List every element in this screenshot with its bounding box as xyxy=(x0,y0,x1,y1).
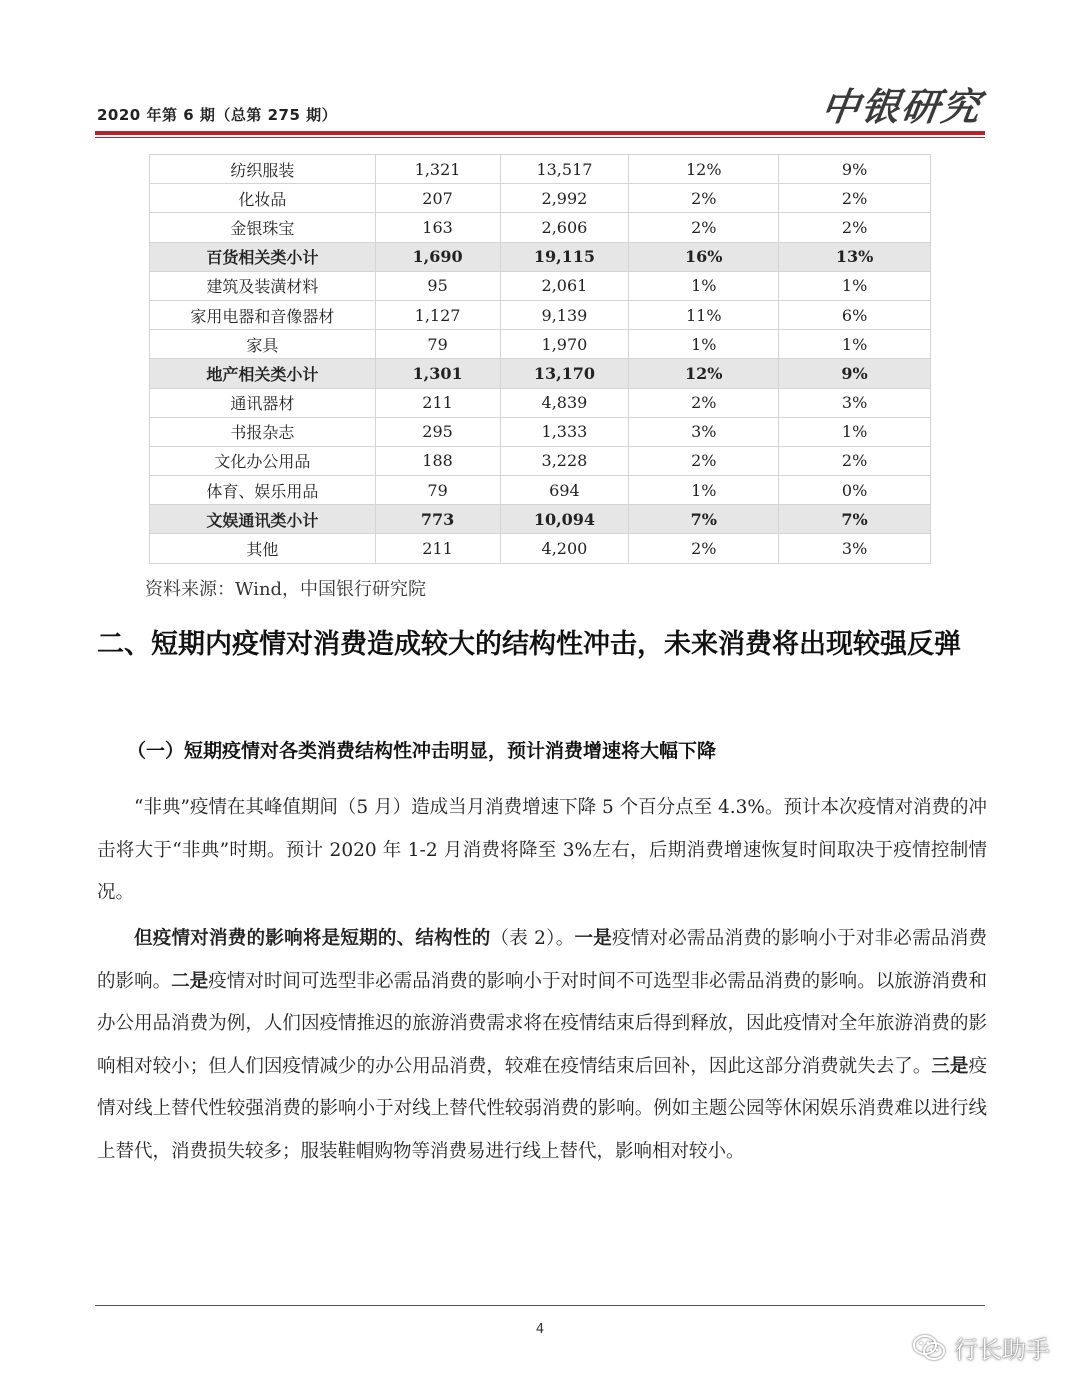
data-table xyxy=(149,154,931,564)
table-subtotal-row xyxy=(150,242,931,271)
brand-logo: 中银研究 xyxy=(818,84,985,129)
table-cell: 2% xyxy=(629,184,779,213)
table-row xyxy=(150,388,931,417)
table-row xyxy=(150,213,931,242)
table-cell: 6% xyxy=(779,300,931,329)
point-2-text: 疫情对时间可选型非必需品消费的影响小于对时间不可选型非必需品消费的影响。以旅游消费和办公用品消费为例，人们因疫情推迟的旅游消费需求将在疫情结束后得到释放，因此疫情对全年旅游消费的影响相对较小；但人们因疫情减少的办公用品消费，较难在疫情结束后回补，因此这部分消费就失去了。 xyxy=(97,970,987,1077)
table-cell: 95 xyxy=(375,271,500,300)
table-row xyxy=(150,534,931,563)
table-cell: 1,970 xyxy=(500,330,629,359)
table-cell: 1% xyxy=(779,417,931,446)
table-cell: 2,992 xyxy=(500,184,629,213)
issue-label: 2020 年第 6 期（总第 275 期） xyxy=(97,106,338,124)
table-subtotal-row xyxy=(150,505,931,534)
table-cell: 13,170 xyxy=(500,359,629,388)
table-cell: 2,061 xyxy=(500,271,629,300)
table-cell: 文化办公用品 xyxy=(150,446,376,475)
watermark xyxy=(912,1330,1050,1365)
table-cell: 3% xyxy=(779,534,931,563)
table-cell: 3,228 xyxy=(500,446,629,475)
wechat-icon xyxy=(912,1333,946,1363)
table-row xyxy=(150,446,931,475)
table-cell: 12% xyxy=(629,155,779,184)
table-cell: 13,517 xyxy=(500,155,629,184)
table-cell: 10,094 xyxy=(500,505,629,534)
table-cell: 1% xyxy=(779,330,931,359)
table-cell: 1% xyxy=(629,271,779,300)
table-cell: 2% xyxy=(779,446,931,475)
table-cell: 1% xyxy=(629,476,779,505)
table-cell: 3% xyxy=(629,417,779,446)
table-cell: 体育、娱乐用品 xyxy=(150,476,376,505)
table-cell: 百货相关类小计 xyxy=(150,242,376,271)
paragraph-2-ref: （表 2）。 xyxy=(490,928,575,949)
point-1-marker: 一是 xyxy=(574,928,612,949)
table-row xyxy=(150,155,931,184)
table-cell: 1,690 xyxy=(375,242,500,271)
table-cell: 211 xyxy=(375,388,500,417)
watermark-text: 行长助手 xyxy=(954,1336,1050,1364)
table-cell: 7% xyxy=(779,505,931,534)
table-cell: 4,200 xyxy=(500,534,629,563)
table-cell: 地产相关类小计 xyxy=(150,359,376,388)
table-cell: 9,139 xyxy=(500,300,629,329)
table-cell: 79 xyxy=(375,330,500,359)
table-cell: 家用电器和音像器材 xyxy=(150,300,376,329)
table-cell: 4,839 xyxy=(500,388,629,417)
table-cell: 16% xyxy=(629,242,779,271)
point-1-text: 疫情对必需品消费的影响小于对非必需品消费的影响。 xyxy=(97,928,987,992)
table-cell: 163 xyxy=(375,213,500,242)
table-row xyxy=(150,417,931,446)
subsection-heading: （一）短期疫情对各类消费结构性冲击明显，预计消费增速将大幅下降 xyxy=(127,740,717,762)
table-cell: 11% xyxy=(629,300,779,329)
table-cell: 化妆品 xyxy=(150,184,376,213)
table-cell: 0% xyxy=(779,476,931,505)
table-cell: 1,301 xyxy=(375,359,500,388)
table-cell: 2% xyxy=(779,184,931,213)
table-cell: 2% xyxy=(629,534,779,563)
table-cell: 19,115 xyxy=(500,242,629,271)
header-divider xyxy=(95,131,985,135)
table-cell: 2% xyxy=(629,446,779,475)
table-row xyxy=(150,300,931,329)
table-cell: 建筑及装潢材料 xyxy=(150,271,376,300)
table-cell: 2% xyxy=(629,388,779,417)
table-cell: 通讯器材 xyxy=(150,388,376,417)
table-row xyxy=(150,330,931,359)
section-heading: 二、短期内疫情对消费造成较大的结构性冲击，未来消费将出现较强反弹 xyxy=(97,629,961,660)
paragraph-1: “非典”疫情在其峰值期间（5 月）造成当月消费增速下降 5 个百分点至 4.3%。预计本次疫情对消费的冲击将大于“非典”时期。预计 2020 年 1-2 月消费将降至 3%左右，后期消费增速恢复时间取决于疫情控制情况。 xyxy=(97,797,987,903)
table-cell: 3% xyxy=(779,388,931,417)
table-cell: 207 xyxy=(375,184,500,213)
source-note: 资料来源：Wind，中国银行研究院 xyxy=(145,579,427,600)
page-number: 4 xyxy=(535,1322,545,1337)
table-cell: 9% xyxy=(779,359,931,388)
table-cell: 9% xyxy=(779,155,931,184)
table-cell: 金银珠宝 xyxy=(150,213,376,242)
table-cell: 188 xyxy=(375,446,500,475)
paragraph-2 xyxy=(97,918,987,1173)
table-cell: 7% xyxy=(629,505,779,534)
header-divider-thin xyxy=(95,137,985,138)
table-row xyxy=(150,476,931,505)
table-cell: 文娱通讯类小计 xyxy=(150,505,376,534)
table-cell: 家具 xyxy=(150,330,376,359)
point-3-text: 疫情对线上替代性较强消费的影响小于对线上替代性较弱消费的影响。例如主题公园等休闲娱乐消费难以进行线上替代，消费损失较多；服装鞋帽购物等消费易进行线上替代，影响相对较小。 xyxy=(97,1055,987,1162)
paragraph-2-lead: 但疫情对消费的影响将是短期的、结构性的 xyxy=(134,928,491,949)
table-cell: 1,333 xyxy=(500,417,629,446)
footer-divider xyxy=(95,1305,985,1306)
table-cell: 1% xyxy=(779,271,931,300)
point-3-marker: 三是 xyxy=(931,1055,969,1077)
table-subtotal-row xyxy=(150,359,931,388)
table-cell: 13% xyxy=(779,242,931,271)
table-cell: 2% xyxy=(779,213,931,242)
table-cell: 1% xyxy=(629,330,779,359)
table-cell: 694 xyxy=(500,476,629,505)
table-cell: 773 xyxy=(375,505,500,534)
point-2-marker: 二是 xyxy=(171,970,209,992)
table-cell: 79 xyxy=(375,476,500,505)
table-cell: 211 xyxy=(375,534,500,563)
table-cell: 2,606 xyxy=(500,213,629,242)
table-cell: 12% xyxy=(629,359,779,388)
table-cell: 2% xyxy=(629,213,779,242)
table-row xyxy=(150,271,931,300)
table-cell: 书报杂志 xyxy=(150,417,376,446)
table-cell: 295 xyxy=(375,417,500,446)
table-cell: 1,127 xyxy=(375,300,500,329)
table-row xyxy=(150,184,931,213)
table-cell: 其他 xyxy=(150,534,376,563)
table-cell: 1,321 xyxy=(375,155,500,184)
table-cell: 纺织服装 xyxy=(150,155,376,184)
